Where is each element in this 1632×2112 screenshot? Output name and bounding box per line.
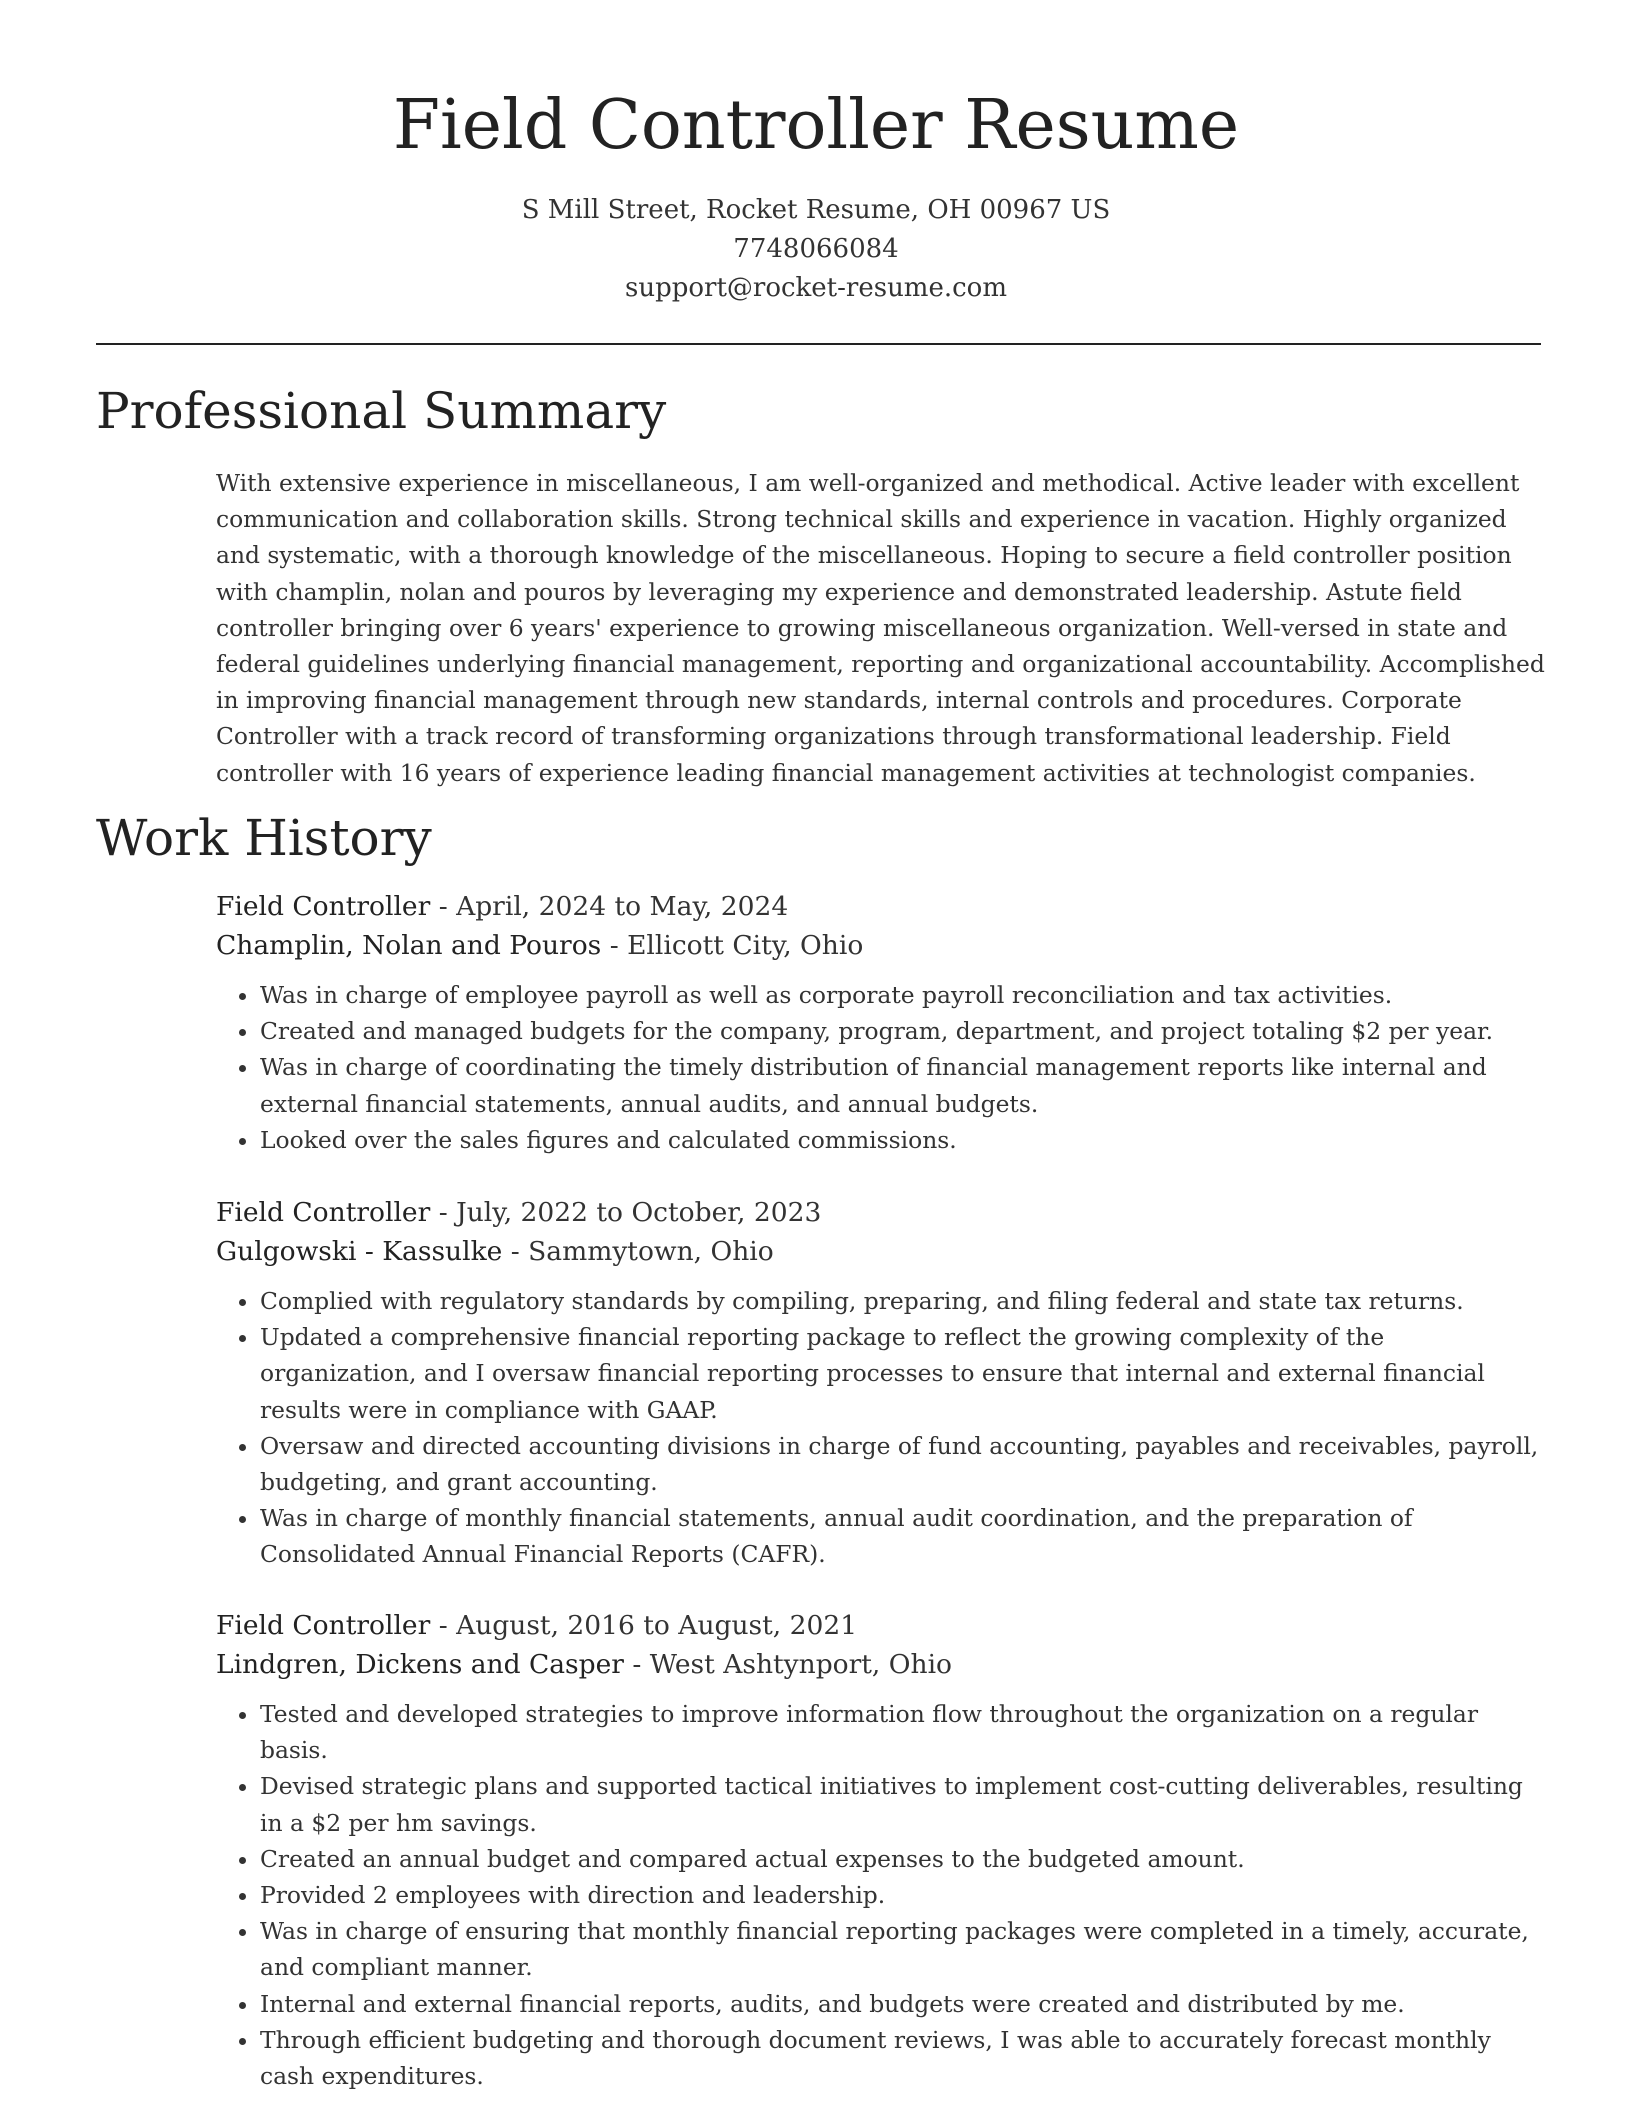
job-title-line [216, 1193, 1546, 1232]
job-company-line [216, 1232, 1546, 1271]
contact-info [0, 191, 1632, 308]
phone-text: 7748066084 [733, 234, 899, 264]
job-company-line [216, 1645, 1546, 1684]
job-location: - Sammytown, Ohio [502, 1236, 774, 1267]
job-company: Champlin, Nolan and Pouros [216, 930, 602, 961]
header-divider [96, 343, 1541, 345]
job-title: Field Controller [216, 1197, 431, 1228]
job-bullet: • Created and managed budgets for the company, program, department, and project totaling $2 per year. [260, 1013, 1546, 1049]
summary-text: With extensive experience in miscellaneous, I am well-organized and methodical. Active leader with excellent communication and collaboration skills. Strong technical skills and experience in vacation. Highly organized and systematic, with a thorough knowledge of the miscellaneous. Hoping to secure a field controller position with champlin, nolan and pouros by leveraging my experience and demonstrated leadership. Astute field controller bringing over 6 years' experience to growing miscellaneous organization. Well-versed in state and federal guidelines underlying financial management, reporting and organizational accountability. Accomplished in improving financial management through new standards, internal controls and procedures. Corporate Controller with a track record of transforming organizations through transformational leadership. Field controller with 16 years of experience leading financial management activities at technologist companies. [216, 469, 1545, 787]
job-dates: - April, 2024 to May, 2024 [430, 891, 789, 922]
job-bullet: • Through efficient budgeting and thorough document reviews, I was able to accurately forecast monthly cash expenditures. [260, 2022, 1546, 2094]
job-bullets [216, 977, 1546, 1158]
job-title: Field Controller [216, 1610, 431, 1641]
job-dates: - August, 2016 to August, 2021 [430, 1610, 858, 1641]
job-bullet: • Oversaw and directed accounting divisions in charge of fund accounting, payables and receivables, payroll, budgeting, and grant accounting. [260, 1428, 1546, 1500]
job-bullet: • Internal and external financial reports, audits, and budgets were created and distributed by me. [260, 1986, 1546, 2022]
job-bullets [216, 1283, 1546, 1573]
job-bullet: • Was in charge of monthly financial statements, annual audit coordination, and the preparation of Consolidated Annual Financial Reports (CAFR). [260, 1500, 1546, 1572]
resume-title: Field Controller Resume [392, 86, 1240, 165]
summary-heading: Professional Summary [96, 382, 667, 440]
job-company: Gulgowski - Kassulke [216, 1236, 503, 1267]
job-company: Lindgren, Dickens and Casper [216, 1649, 624, 1680]
job-title-line [216, 1606, 1546, 1645]
job-bullet: • Updated a comprehensive financial reporting package to reflect the growing complexity of the organization, and I oversaw financial reporting processes to ensure that internal and external financial results were in compliance with GAAP. [260, 1319, 1546, 1428]
email-text: support@rocket-resume.com [624, 273, 1007, 303]
job-bullet: • Was in charge of ensuring that monthly financial reporting packages were completed in a timely, accurate, and compliant manner. [260, 1913, 1546, 1985]
job-title-line [216, 887, 1546, 926]
job-location: - Ellicott City, Ohio [601, 930, 864, 961]
job-bullets [216, 1696, 1546, 2094]
job-entry [216, 1606, 1546, 2094]
job-dates: - July, 2022 to October, 2023 [430, 1197, 822, 1228]
job-entry [216, 887, 1546, 1158]
job-bullet: • Was in charge of employee payroll as well as corporate payroll reconciliation and tax activities. [260, 977, 1546, 1013]
job-entry [216, 1193, 1546, 1573]
job-company-line [216, 926, 1546, 965]
job-bullet: • Created an annual budget and compared actual expenses to the budgeted amount. [260, 1841, 1546, 1877]
job-bullet: • Was in charge of coordinating the timely distribution of financial management reports like internal and external financial statements, annual audits, and annual budgets. [260, 1049, 1546, 1121]
address-text: S Mill Street, Rocket Resume, OH 00967 US [521, 195, 1111, 225]
job-bullet: • Complied with regulatory standards by compiling, preparing, and filing federal and state tax returns. [260, 1283, 1546, 1319]
job-bullet: • Provided 2 employees with direction and leadership. [260, 1877, 1546, 1913]
job-bullet: • Devised strategic plans and supported tactical initiatives to implement cost-cutting deliverables, resulting in a $2 per hm savings. [260, 1768, 1546, 1840]
work-history-heading: Work History [96, 809, 432, 867]
job-bullet: • Looked over the sales figures and calculated commissions. [260, 1122, 1546, 1158]
job-location: - West Ashtynport, Ohio [623, 1649, 952, 1680]
job-bullet: • Tested and developed strategies to improve information flow throughout the organization on a regular basis. [260, 1696, 1546, 1768]
job-title: Field Controller [216, 891, 431, 922]
